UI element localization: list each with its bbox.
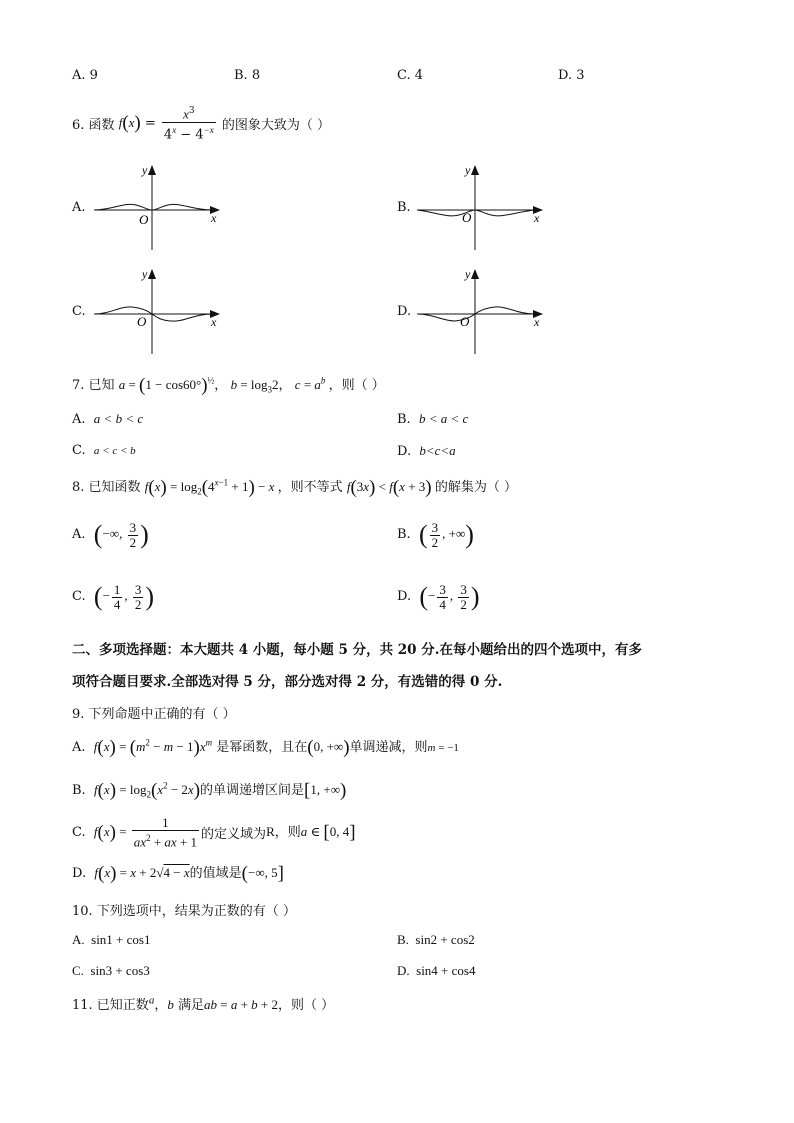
q8-a-label: A. xyxy=(72,526,86,542)
q9-c-label: C. xyxy=(72,825,86,841)
q6-option-b-label: B. xyxy=(397,200,411,215)
q9-a-text1: 是幂函数，且在 xyxy=(216,740,308,755)
q6-prefix: 6. 函数 xyxy=(72,117,115,133)
q7-prefix: 7. 已知 xyxy=(72,378,115,393)
q9-b-label: B. xyxy=(72,783,86,798)
q7-option-d xyxy=(397,443,456,459)
q8-suffix: 的解集为（ ） xyxy=(434,480,518,495)
q9-c-text: 的定义域为 xyxy=(201,827,267,843)
axis-y-label: y xyxy=(465,267,471,281)
q10-d-label: D. xyxy=(397,963,410,978)
q9-d-label: D. xyxy=(72,866,87,881)
axis-origin-label: O xyxy=(460,314,470,329)
q8-prefix: 8. 已知函数 xyxy=(72,480,141,495)
q7-b-label: B. xyxy=(397,412,411,427)
axis-x-label: x xyxy=(534,315,540,329)
q9-a-text2: 单调递减，则 xyxy=(349,740,428,755)
q8-c-label: C. xyxy=(72,588,86,604)
axis-origin-label: O xyxy=(462,210,472,225)
q9-option-b: B. $f(x) = \log_2(x^2 - 2x)$的单调递增区间是[1, +∞) xyxy=(72,780,347,802)
q10-option-c xyxy=(72,963,150,979)
q11-suffix: ，则（ ） xyxy=(278,998,335,1013)
axis-y-label: y xyxy=(142,267,148,281)
axis-x-label: x xyxy=(211,315,217,329)
q7-option-a xyxy=(72,411,143,427)
q9-a-label: A. xyxy=(72,740,86,755)
q10-option-a xyxy=(72,932,150,948)
q10-c-label: C. xyxy=(72,963,84,978)
q7-formula: $a = (1 - \cos 60^\circ)^{\frac{1}{2}}$， $b = \log_32$， $c = a^b$ xyxy=(118,375,326,397)
q6-option-c-label: C. xyxy=(72,304,86,319)
q6-graph-a xyxy=(92,160,227,252)
axis-origin-label: O xyxy=(137,314,147,329)
q7-c-expr: a < c < b xyxy=(93,445,136,457)
q8-d-label: D. xyxy=(397,588,412,604)
q7-d-label: D. xyxy=(397,444,412,459)
q8-mid: ，则不等式 xyxy=(277,480,343,495)
q7-b-expr: b < a < c xyxy=(418,411,469,426)
q7-option-b xyxy=(397,411,468,427)
q9-stem: 9. 下列命题中正确的有（ ） xyxy=(72,707,236,722)
axis-x-label: x xyxy=(534,211,540,225)
q7-a-label: A. xyxy=(72,412,86,427)
axis-y-label: y xyxy=(142,163,148,177)
q8-function: $f(x) = \log_2(4^{x-1} + 1) - x$ xyxy=(144,477,275,499)
q7-suffix: ，则（ ） xyxy=(328,378,385,393)
q6-option-a-label: A. xyxy=(72,200,86,215)
q7-stem xyxy=(72,374,385,397)
axis-y-label: y xyxy=(465,163,471,177)
q10-d-expr: sin4 + cos4 xyxy=(416,963,476,978)
q5-option-c: C. 4 xyxy=(397,68,424,83)
q11-prefix: 11. 已知正数 xyxy=(72,998,149,1013)
q8-b-label: B. xyxy=(397,526,411,542)
q6-graph-d xyxy=(415,264,550,356)
q10-c-expr: sin3 + cos3 xyxy=(90,963,150,978)
q10-stem: 10. 下列选项中，结果为正数的有（ ） xyxy=(72,904,296,919)
q8-stem xyxy=(72,476,517,499)
q6-graph-c xyxy=(92,264,227,356)
q11-mid: 满足 xyxy=(177,998,204,1013)
q10-option-b xyxy=(397,932,475,948)
q11-stem: 11. 已知正数$^a$，b 满足ab = a + b + 2，则（ ） xyxy=(72,994,335,1013)
q10-a-expr: sin1 + cos1 xyxy=(91,932,151,947)
q8-option-a: A. (−∞, $\frac{3}{2}$ ) xyxy=(72,519,149,550)
q6-option-d-label: D. xyxy=(397,304,412,319)
q8-option-b: B. ( $\frac{3}{2}$ , +∞) xyxy=(397,519,474,550)
q7-c-label: C. xyxy=(72,443,86,458)
q9-b-text: 的单调递增区间是 xyxy=(200,783,305,798)
q5-option-d: D. 3 xyxy=(558,68,585,83)
q6-graph-b xyxy=(415,160,550,252)
q8-inequality: f(3x) < f(x + 3) xyxy=(346,477,432,499)
q9-option-a: A. $f(x) = (m^2 - m - 1)x^m$ 是幂函数，且在(0, +∞)单调递减，则m = −1 xyxy=(72,737,459,759)
section2-heading-line1: 二、多项选择题：本大题共 4 小题，每小题 5 分，共 20 分.在每小题给出的四个选项中，有多 xyxy=(72,642,642,658)
q7-option-c xyxy=(72,443,136,458)
axis-origin-label: O xyxy=(139,212,149,227)
q10-option-d xyxy=(397,963,475,979)
q6-formula: f(x) = $\frac{x^3}{4^x - 4^{-x}}$ xyxy=(118,106,214,143)
axis-x-label: x xyxy=(211,211,217,225)
q8-option-d: D. (− $\frac{3}{4}$ , $\frac{3}{2}$ ) xyxy=(397,581,480,612)
q5-option-a: A. 9 xyxy=(72,68,98,83)
q9-d-text: 的值域是 xyxy=(189,866,242,881)
section2-heading-line2: 项符合题目要求.全部选对得 5 分，部分选对得 2 分，有选错的得 0 分. xyxy=(72,674,503,690)
q9-option-c: C. f(x) = $\frac{1}{ax^2 + ax + 1}$ 的定义域为R，则a ∈ [0, 4] xyxy=(72,815,356,850)
q7-d-expr: b<c<a xyxy=(419,443,456,458)
q9-option-d: D. f(x) = x + 2√4 − x的值域是(−∞, 5] xyxy=(72,863,284,885)
q10-b-label: B. xyxy=(397,932,409,947)
q8-option-c: C. (− $\frac{1}{4}$ , $\frac{3}{2}$ ) xyxy=(72,581,155,612)
q5-option-b: B. 8 xyxy=(234,68,261,83)
q6-stem xyxy=(72,104,330,143)
q10-b-expr: sin2 + cos2 xyxy=(415,932,475,947)
q6-suffix: 的图象大致为（ ） xyxy=(221,117,330,133)
q7-a-expr: a < b < c xyxy=(93,411,144,426)
q10-a-label: A. xyxy=(72,932,85,947)
